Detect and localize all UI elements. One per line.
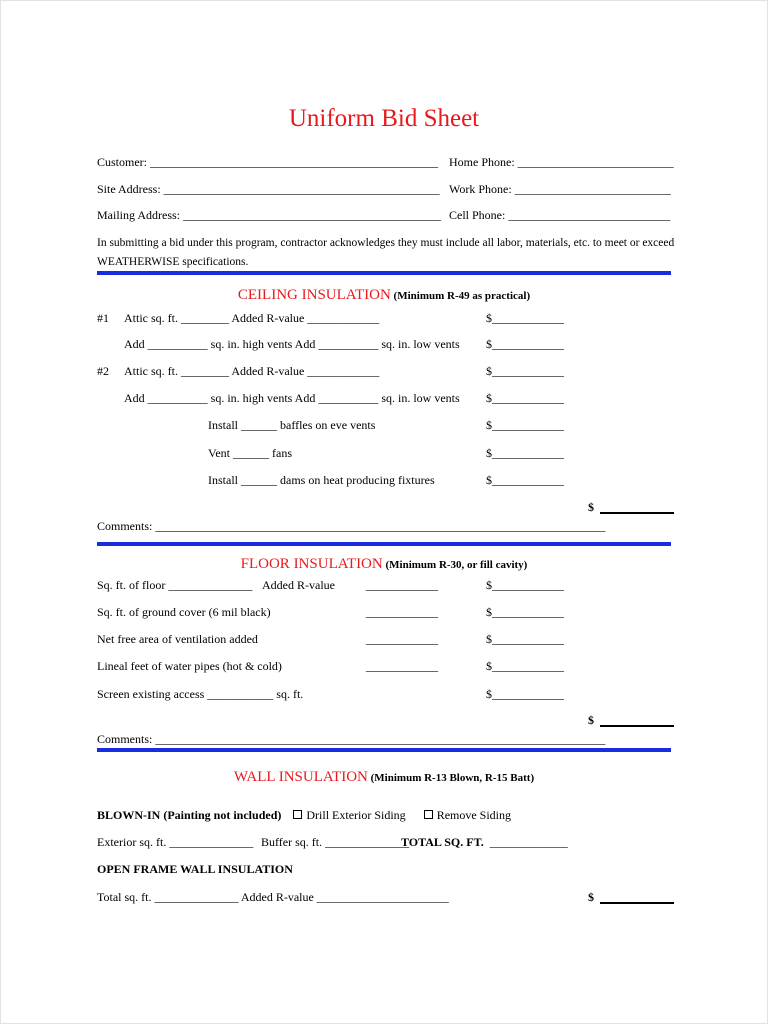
page-title: Uniform Bid Sheet [288, 105, 480, 132]
ceiling-total [588, 500, 674, 514]
open-frame-heading: OPEN FRAME WALL INSULATION [97, 862, 293, 876]
baffles-line: Install ______ baffles on eve vents [208, 418, 376, 432]
floor-comments: Comments: ___________________________________________________________________________ [97, 732, 606, 746]
drill-exterior-label: Drill Exterior Siding [306, 808, 406, 822]
water-pipes-line: Lineal feet of water pipes (hot & cold) [97, 659, 282, 673]
floor-sqft-line: Sq. ft. of floor ______________ [97, 578, 253, 592]
blown-in-row [97, 808, 511, 822]
floor-price: $____________ [486, 605, 564, 619]
floor-total-symbol: $ [588, 713, 594, 727]
total-sqft-rvalue-line: Total sq. ft. ______________ Added R-value ______________________ [97, 890, 449, 904]
ventilation-line: Net free area of ventilation added [97, 632, 258, 646]
ceiling-attic-line: Attic sq. ft. ________ Added R-value ____________ [124, 311, 380, 325]
ground-cover-line: Sq. ft. of ground cover (6 mil black) [97, 605, 271, 619]
blown-in-label: BLOWN-IN (Painting not included) [97, 808, 282, 822]
ceiling-vents-price: $____________ [486, 337, 564, 351]
ceiling-section-heading [0, 287, 768, 304]
customer-field: Customer: ________________________________________________ [97, 155, 438, 169]
floor-price: $____________ [486, 578, 564, 592]
ceiling-attic-line: Attic sq. ft. ________ Added R-value ____________ [124, 364, 380, 378]
ceiling-item-number: #2 [97, 364, 109, 378]
floor-total-line [600, 725, 674, 727]
total-sqft-label: TOTAL SQ. FT. [401, 835, 484, 849]
cell-phone-field: Cell Phone: ___________________________ [449, 208, 671, 222]
ceiling-total-line [600, 512, 674, 514]
ceiling-total-symbol: $ [588, 500, 594, 514]
notice-text-line-1: In submitting a bid under this program, contractor acknowledges they must include all labor, materials, etc. to meet or exceed [97, 237, 675, 249]
dams-price: $____________ [486, 473, 564, 487]
mailing-address-field: Mailing Address: ___________________________________________ [97, 208, 441, 222]
fans-price: $____________ [486, 446, 564, 460]
ceiling-vents-price: $____________ [486, 391, 564, 405]
floor-requirement: (Minimum R-30, or fill cavity) [382, 559, 528, 571]
baffles-price: $____________ [486, 418, 564, 432]
remove-siding-checkbox[interactable] [424, 810, 433, 819]
fans-line: Vent ______ fans [208, 446, 292, 460]
ceiling-attic-price: $____________ [486, 364, 564, 378]
total-sqft-blank: _____________ [489, 835, 568, 849]
section-divider [97, 542, 671, 546]
drill-exterior-checkbox[interactable] [293, 810, 302, 819]
screen-access-line: Screen existing access ___________ sq. ft. [97, 687, 304, 701]
remove-siding-label: Remove Siding [436, 808, 512, 822]
floor-section-heading [0, 556, 768, 573]
wall-section-heading [0, 769, 768, 786]
section-divider [97, 271, 671, 275]
section-divider [97, 748, 671, 752]
work-phone-field: Work Phone: __________________________ [449, 182, 671, 196]
floor-price: $____________ [486, 632, 564, 646]
ceiling-attic-price: $____________ [486, 311, 564, 325]
exterior-sqft-line: Exterior sq. ft. ______________ [97, 835, 254, 849]
notice-text-line-2: WEATHERWISE specifications. [97, 256, 249, 268]
wall-total [588, 890, 674, 904]
total-sqft-row [401, 835, 568, 849]
floor-rvalue-label: Added R-value [262, 578, 335, 592]
ceiling-title: CEILING INSULATION [237, 287, 391, 303]
floor-title: FLOOR INSULATION [240, 556, 383, 572]
ceiling-item-number: #1 [97, 311, 109, 325]
floor-blank: ____________ [366, 659, 438, 673]
ceiling-requirement: (Minimum R-49 as practical) [390, 290, 531, 302]
home-phone-field: Home Phone: __________________________ [449, 155, 674, 169]
wall-requirement: (Minimum R-13 Blown, R-15 Batt) [367, 772, 535, 784]
floor-total [588, 713, 674, 727]
wall-total-line [600, 902, 674, 904]
wall-total-symbol: $ [588, 890, 594, 904]
floor-blank: ____________ [366, 578, 438, 592]
ceiling-comments: Comments: ___________________________________________________________________________ [97, 519, 606, 533]
ceiling-vents-line: Add __________ sq. in. high vents Add __________ sq. in. low vents [124, 391, 460, 405]
site-address-field: Site Address: ______________________________________________ [97, 182, 440, 196]
floor-blank: ____________ [366, 632, 438, 646]
floor-blank: ____________ [366, 605, 438, 619]
dams-line: Install ______ dams on heat producing fixtures [208, 473, 435, 487]
wall-title: WALL INSULATION [233, 769, 368, 785]
floor-price: $____________ [486, 687, 564, 701]
floor-price: $____________ [486, 659, 564, 673]
ceiling-vents-line: Add __________ sq. in. high vents Add __________ sq. in. low vents [124, 337, 460, 351]
buffer-sqft-line: Buffer sq. ft. ______________ [261, 835, 410, 849]
